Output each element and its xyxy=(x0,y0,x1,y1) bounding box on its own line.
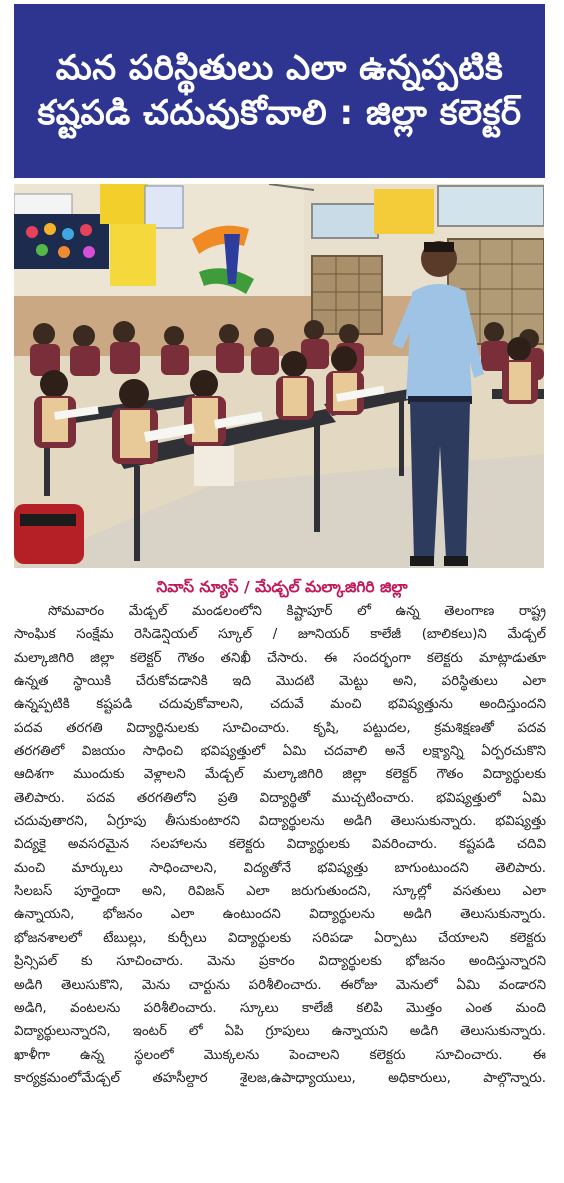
headline-banner xyxy=(14,4,545,178)
article-line: తరగతిలో విజయం సాధించి భవిష్యత్తులో ఏమి చదవాలి అనే లక్ష్యాన్ని ఏర్పరచుకొని xyxy=(14,744,546,760)
article-line: మంచి మార్కులు సాధించాలని, విద్యతోనే భవిష్యత్తు బాగుంటుందని తెలిపారు. xyxy=(14,860,546,876)
classroom-illustration xyxy=(14,184,544,568)
article-line: అడిగి తెలుసుకొని, మెను చార్టును పరిశీలించారు. ఈరోజు మెనులో ఏమి వండారని xyxy=(14,977,546,993)
dateline: నివాస్ న్యూస్ / మేడ్చల్ మల్కాజిగిరి జిల్లా xyxy=(156,578,408,596)
article-line: అడిగి, వంటలను పరిశీలించారు. స్కూలు కాలేజీ కలిపి మొత్తం ఎంత మంది xyxy=(14,1000,546,1016)
article-line: సోమవారం మేడ్చల్ మండలంలోని కిష్టాపూర్ లో ఉన్న తెలంగాణ రాష్ట్ర xyxy=(48,604,546,619)
article-line: భోజనశాలలో టేబుల్లు, కుర్చీలు విద్యార్థులకు సరిపడా ఏర్పాటు చేయాలని కలెక్టరు xyxy=(14,930,546,946)
article-line: ఉన్నత స్థాయికి చేరుకోవడానికి ఇది మొదటి మెట్టు అని, పరిస్థితులు ఎలా xyxy=(14,674,546,690)
article-line: ఉన్నాయని, భోజనం ఎలా ఉంటుందని విద్యార్థులను అడిగి తెలుసుకున్నారు. xyxy=(14,907,546,923)
article-line: ఉన్నప్పటికి కష్టపడి చదువుకోవాలని, చదువే మంచి భవిష్యత్తును అందిస్తుందని xyxy=(14,697,546,713)
news-photo xyxy=(14,184,544,568)
headline-line-2: కష్టపడి చదువుకోవాలి : జిల్లా కలెక్టర్ xyxy=(37,93,522,133)
article-body xyxy=(14,600,546,1090)
article-line: తెలిపారు. పదవ తరగతిలోని ప్రతి విద్యార్థితో ముచ్చటించారు. భవిష్యత్తులో ఏమి xyxy=(14,790,546,806)
article-line: సాంఘిక సంక్షేమ రెసిడెన్షియల్ స్కూల్ / జూనియర్ కాలేజీ (బాలికలు)ని మేడ్చల్ xyxy=(14,627,546,643)
article-line: చదువుతారని, ఏగ్రూపు తీసుకుంటారని విద్యార్థులను అడిగి తెలుసుకున్నారు. భవిష్యత్తు xyxy=(14,814,546,830)
headline-line-1: మన పరిస్థితులు ఎలా ఉన్నప్పటికి xyxy=(55,47,504,88)
article-line: ఖాళీగా ఉన్న స్థలంలో మొక్కలను పెంచాలని కలెక్టరు సూచించారు. ఈ xyxy=(14,1047,546,1063)
article-line: కార్యక్రమంలోమేడ్చల్ తహసీల్దార శైలజ,ఉపాధ్యాయులు, అధికారులు, పాల్గొన్నారు. xyxy=(14,1070,546,1086)
article-line: ఆదిశగా ముందుకు వెళ్లాలని మేడ్చల్ మల్కాజిగిరి జిల్లా కలెక్టర్ గౌతం విద్యార్థులకు xyxy=(14,767,546,783)
article-line: విద్యకై అవసరమైన సలహాలను కలెక్టరు విద్యార్థులకు వివరించారు. కష్టపడి చదివి xyxy=(14,837,546,853)
article-line: సిలబస్ పూర్తైందా అని, రివిజన్ ఎలా జరుగుతుందని, స్కూల్లో వసతులు ఎలా xyxy=(14,884,546,900)
article-line: మల్కాజిగిరి జిల్లా కలెక్టర్ గౌతం తనిఖీ చేసారు. ఈ సందర్భంగా కలెక్టరు మాట్లాడుతూ xyxy=(14,650,546,666)
article-line: విద్యార్థులున్నారని, ఇంటర్ లో ఏపి గ్రూపులు ఉన్నాయని అడిగి తెలుసుకున్నారు. xyxy=(14,1024,546,1040)
article-line: పదవ తరగతి విద్యార్థినులకు సూచించారు. కృషి, పట్టుదల, క్రమశిక్షణతో పదవ xyxy=(14,720,546,736)
article-line: ప్రిన్సిపల్ కు సూచించారు. మెను ప్రకారం విద్యార్థులకు భోజనం అందిస్తున్నారని xyxy=(14,954,546,970)
